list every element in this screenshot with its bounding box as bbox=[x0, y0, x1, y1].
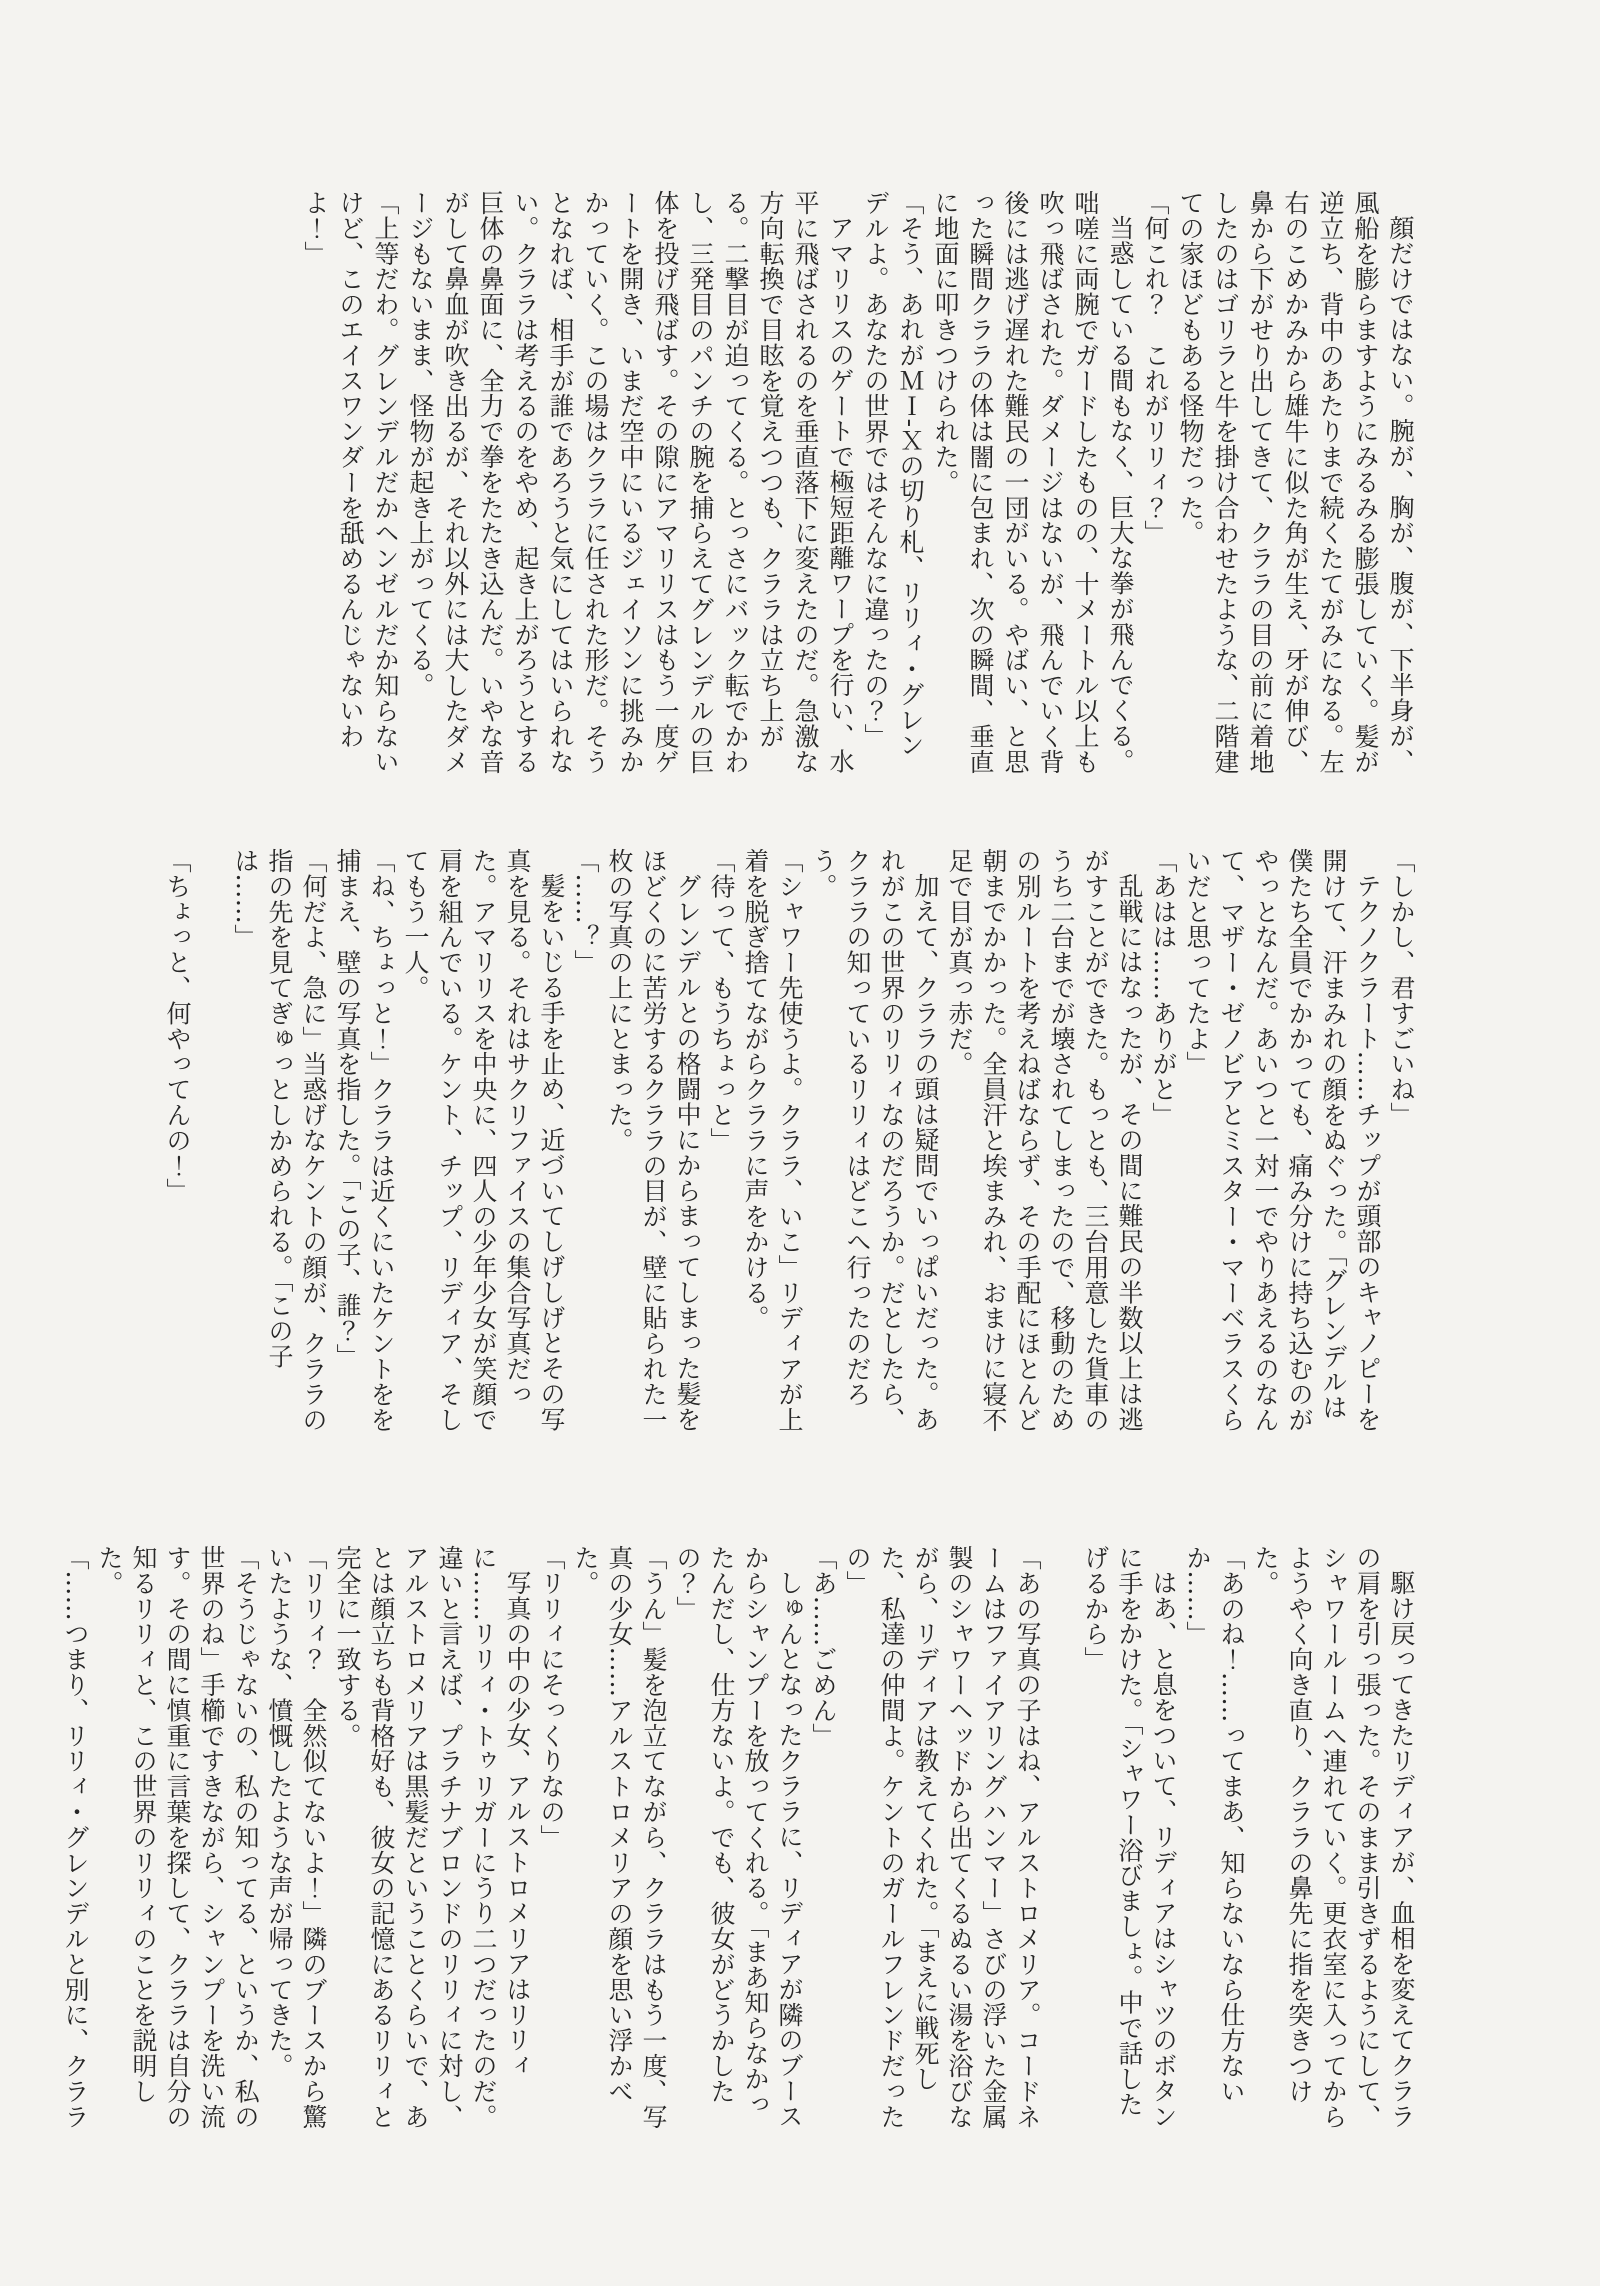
paragraph: 「あのね！……ってまあ、知らないなら仕方ないか……」 bbox=[1183, 1545, 1246, 2104]
paragraph: 「あ……ごめん」 bbox=[809, 1545, 838, 1749]
blank-line bbox=[1044, 1545, 1078, 2130]
paragraph: 「リリィにそっくりなの」 bbox=[537, 1545, 566, 1850]
paragraph: 「シャワー先使うよ。クララ、いこ」リディアが上着を脱ぎ捨てながらクララに声をかける。 bbox=[741, 848, 804, 1433]
text-block-middle bbox=[160, 848, 1418, 1433]
paragraph: 「ね、ちょっと！」クララは近くにいたケントをを捕まえ、壁の写真を指した。「この子、誰？」 bbox=[333, 848, 396, 1433]
paragraph: 「リリィ？ 全然似てないよ！」隣のブースから驚いたような、憤慨したような声が帰ってきた。 bbox=[265, 1545, 328, 2130]
paragraph: 「あはは……ありがと」 bbox=[1149, 848, 1178, 1128]
paragraph: 「うん」髪を泡立てながら、クララはもう一度、写真の少女……アルストロメリアの顔を思い浮かべた。 bbox=[571, 1545, 668, 2130]
paragraph: 「……？」 bbox=[571, 848, 600, 975]
paragraph: 駆け戻ってきたリディアが、血相を変えてクララの肩を引っ張った。そのまま引きずるようにして、シャワールームへ連れていく。更衣室に入ってからようやく向き直り、クララの鼻先に指を突きつけた。 bbox=[1251, 1545, 1416, 2130]
paragraph: 「何これ？ これがリリィ？」 bbox=[1141, 190, 1170, 546]
paragraph: 「待って、もうちょっと」 bbox=[707, 848, 736, 1153]
paragraph: しゅんとなったクララに、リディアが隣のブースからシャンプーを放ってくれる。「まあ知らなかったんだし、仕方ないよ。でも、彼女がどうかしたの？」 bbox=[673, 1545, 804, 2129]
paragraph: 当惑している間もなく、巨大な拳が飛んでくる。咄嗟に両腕でガードしたものの、十メートル以上も吹っ飛ばされた。ダメージはないが、飛んでいく背後には逃げ遅れた難民の一団がいる。やばい、と思った瞬間クララの体は闇に包まれ、次の瞬間、垂直に地面に叩きつけられた。 bbox=[931, 190, 1135, 775]
paragraph: 「そう、あれがＭＩ‐Ｘの切り札、リリィ・グレンデルよ。あなたの世界ではそんなに違ったの？」 bbox=[861, 190, 925, 758]
blank-line bbox=[194, 848, 228, 1433]
paragraph: 乱戦にはなったが、その間に難民の半数以上は逃がすことができた。もっとも、三台用意した貨車のうち二台までが壊されてしまったので、移動のための別ルートを考えねばならず、その手配にほとんど朝までかかった。全員汗と埃まみれ、おまけに寝不足で目が真っ赤だ。 bbox=[945, 848, 1144, 1433]
paragraph: 「上等だわ。グレンデルだかヘンゼルだか知らないけど、このエイスワンダーを舐めるんじゃないわよ！」 bbox=[301, 190, 400, 775]
paragraph: 「そうじゃないの、私の知ってる、というか、私の世界のね」手櫛ですきながら、シャンプーを洗い流す。その間に慎重に言葉を探して、クララは自分の知るリリィと、この世界のリリィのことを説明した。 bbox=[95, 1545, 260, 2130]
text-block-top bbox=[298, 190, 1418, 775]
paragraph: テクノクラート……チップが頭部のキャノピーを開けて、汗まみれの顔をぬぐった。「グレンデルは僕たち全員でかかっても、痛み分けに持ち込むのがやっとなんだ。あいつと一対一でやりあえるのなんて、マザー・ゼノビアとミスター・マーベラスくらいだと思ってたよ」 bbox=[1183, 848, 1382, 1433]
paragraph: 「ちょっと、何やってんの！」 bbox=[163, 848, 192, 1204]
paragraph: 加えて、クララの頭は疑問でいっぱいだった。あれがこの世界のリリィなのだろうか。だとしたら、クララの知っているリリィはどこへ行ったのだろう。 bbox=[809, 848, 940, 1433]
paragraph: 「しかし、君すごいね」 bbox=[1387, 848, 1416, 1128]
text-block-bottom bbox=[58, 1545, 1418, 2130]
paragraph: 「何だよ、急に」当惑げなケントの顔が、クララの指の先を見てぎゅっとしかめられる。「この子は……」 bbox=[231, 848, 328, 1433]
paragraph: 髪をいじる手を止め、近づいてしげしげとその写真を見る。それはサクリファイスの集合写真だった。アマリリスを中央に、四人の少年少女が笑顔で肩を組んでいる。ケント、チップ、リディア、そしてもう一人。 bbox=[401, 848, 566, 1433]
paragraph: グレンデルとの格闘中にからまってしまった髪をほどくのに苦労するクララの目が、壁に貼られた一枚の写真の上にとまった。 bbox=[605, 848, 702, 1433]
paragraph: 「……つまり、リリィ・グレンデルと別に、クララ bbox=[61, 1545, 90, 2130]
paragraph: はあ、と息をついて、リディアはシャツのボタンに手をかけた。「シャワー浴びましょ。中で話したげるから」 bbox=[1081, 1545, 1178, 2129]
paragraph: 顔だけではない。腕が、胸が、腹が、下半身が、風船を膨らますようにみるみる膨張していく。髪が逆立ち、背中のあたりまで続くたてがみになる。左右のこめかみから雄牛に似た角が生え、牙が伸び、鼻から下がせり出してきて、クララの目の前に着地したのはゴリラと牛を掛け合わせたような、二階建ての家ほどもある怪物だった。 bbox=[1176, 190, 1415, 775]
paragraph: アマリリスのゲートで極短距離ワープを行い、水平に飛ばされるのを垂直落下に変えたのだ。急激な方向転換で目眩を覚えつつも、クララは立ち上がる。二撃目が迫ってくる。とっさにバック転でかわし、三発目のパンチの腕を捕らえてグレンデルの巨体を投げ飛ばす。その隙にアマリリスはもう一度ゲートを開き、いまだ空中にいるジェイソンに挑みかかっていく。この場はクララに任された形だ。そうとなれば、相手が誰であろうと気にしてはいられない。クララは考えるのをやめ、起き上がろうとする巨体の鼻面に、全力で拳をたたき込んだ。いやな音がして鼻血が吹き出るが、それ以外には大したダメージもないまま、怪物が起き上がってくる。 bbox=[406, 190, 855, 775]
paragraph: 写真の中の少女、アルストロメリアはリリィに……リリィ・トゥリガーにうり二つだったのだ。違いと言えば、プラチナブロンドのリリィに対し、アルストロメリアは黒髪だということくらいで、あとは顔立ちも背格好も、彼女の記憶にあるリリィと完全に一致する。 bbox=[333, 1545, 532, 2130]
paragraph: 「あの写真の子はね、アルストロメリア。コードネームはファイアリングハンマー」さびの浮いた金属製のシャワーヘッドから出てくるぬるい湯を浴びながら、リディアは教えてくれた。「まえに戦死した、私達の仲間よ。ケントのガールフレンドだったの」 bbox=[843, 1545, 1042, 2130]
